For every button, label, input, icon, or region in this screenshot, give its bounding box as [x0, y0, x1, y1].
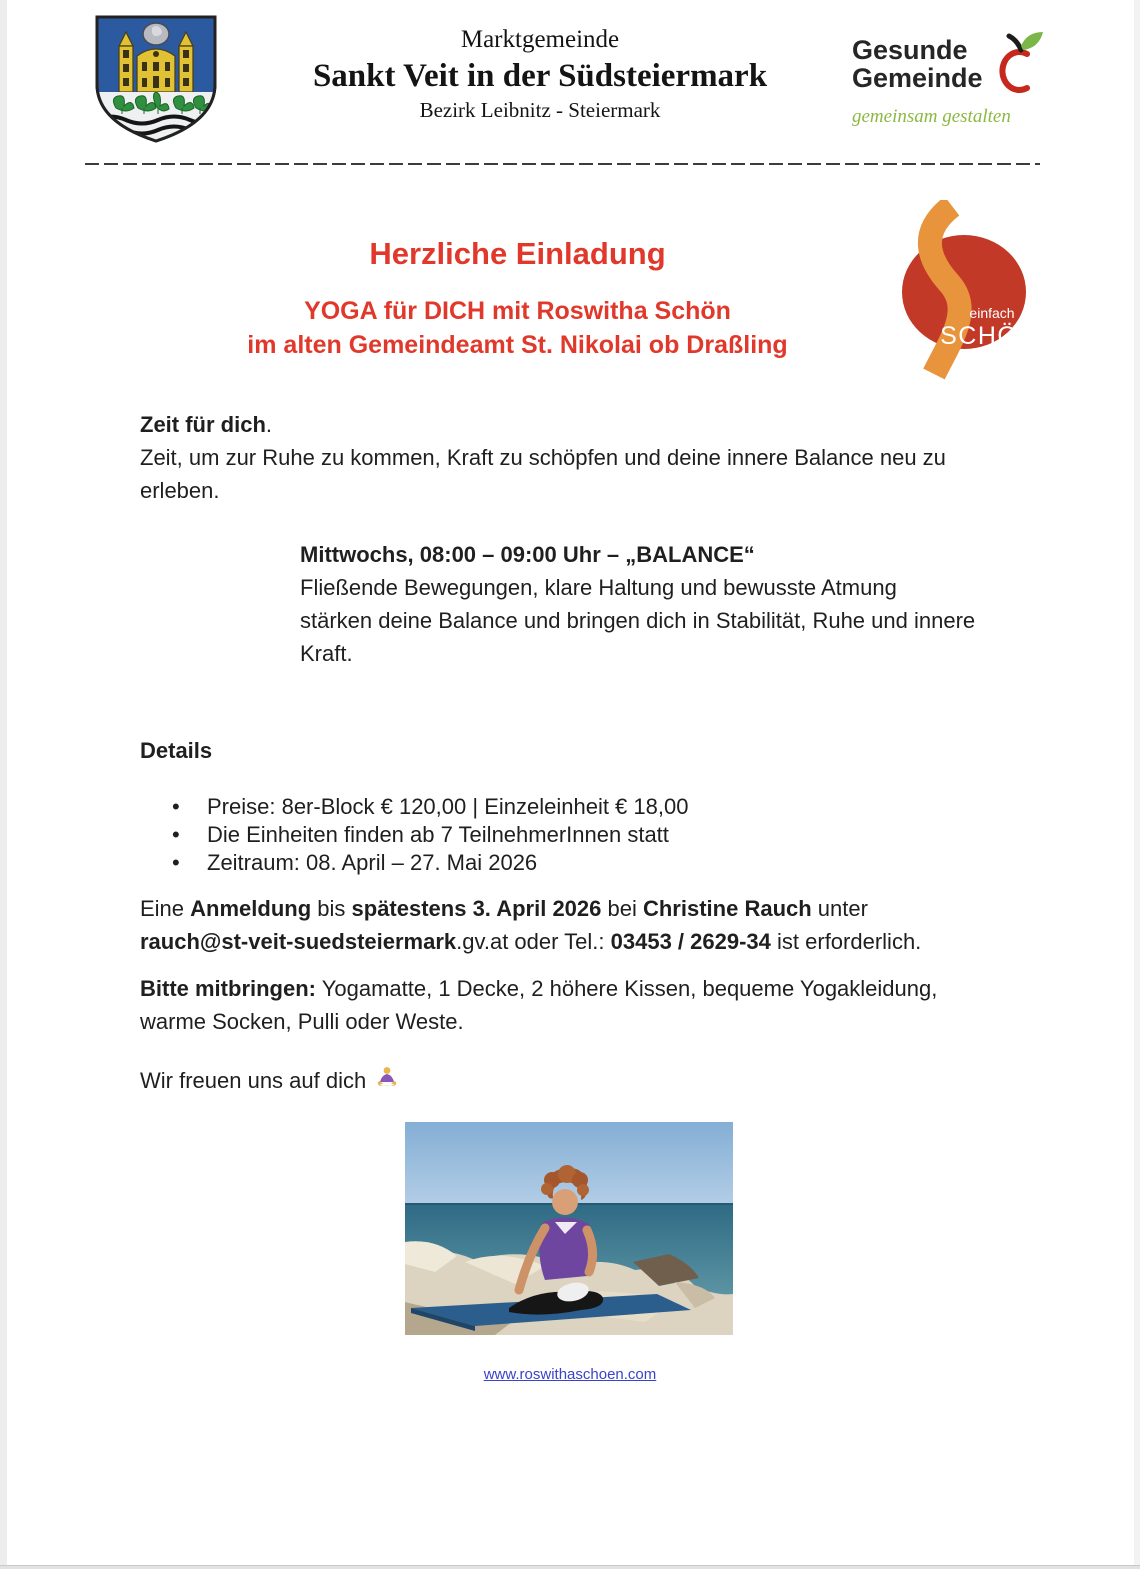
gg-tagline: gemeinsam gestalten — [852, 106, 1011, 127]
reg-text: unter — [811, 896, 868, 921]
reg-text: Eine — [140, 896, 191, 921]
bullet-icon: • — [172, 794, 180, 819]
details-item-participants: Die Einheiten finden ab 7 TeilnehmerInnen statt — [207, 822, 669, 847]
reg-text: bis — [311, 896, 352, 921]
gesunde-gemeinde-logo — [852, 36, 1052, 128]
reg-anmeldung: Anmeldung — [190, 896, 312, 921]
schedule-line2: stärken deine Balance und bringen dich in Stabilität, Ruhe und innere — [300, 608, 976, 633]
viewer-bottom-edge — [0, 1565, 1140, 1569]
closing-line — [140, 1063, 1005, 1098]
reg-text: .gv.at oder Tel.: — [456, 929, 611, 954]
registration-paragraph — [140, 892, 1005, 958]
details-list — [140, 793, 1005, 877]
bring-paragraph — [140, 972, 1005, 1038]
municipality-header — [200, 24, 880, 124]
schedule-line3: Kraft. — [300, 641, 353, 666]
intro-paragraph — [140, 441, 1005, 507]
details-item-period: Zeitraum: 08. April – 27. Mai 2026 — [207, 850, 538, 875]
list-item — [140, 821, 1005, 849]
details-heading: Details — [140, 738, 213, 763]
invitation-subtitle-line2: im alten Gemeindeamt St. Nikolai ob Draßling — [247, 331, 788, 359]
bring-label: Bitte mitbringen: — [140, 976, 316, 1001]
bullet-icon: • — [172, 850, 180, 875]
gg-line1: Gesunde — [852, 35, 968, 65]
intro-heading-text: Zeit für dich — [140, 412, 266, 437]
list-item — [140, 849, 1005, 877]
bullet-icon: • — [172, 822, 180, 847]
header-line-marktgemeinde: Marktgemeinde — [460, 26, 620, 53]
schedule-heading: Mittwochs, 08:00 – 09:00 Uhr – „BALANCE“ — [300, 542, 755, 567]
apple-icon — [987, 30, 1045, 101]
yoga-photo — [405, 1122, 733, 1335]
intro-line2: erleben. — [140, 478, 220, 503]
viewer-right-edge — [1134, 0, 1140, 1569]
reg-contact-name: Christine Rauch — [642, 896, 812, 921]
bring-line2: warme Socken, Pulli oder Weste. — [140, 1009, 464, 1034]
invitation-subtitle-line1: YOGA für DICH mit Roswitha Schön — [304, 297, 731, 325]
bring-line1: Yogamatte, 1 Decke, 2 höhere Kissen, bequeme Yogakleidung, — [316, 976, 938, 1001]
intro-heading — [140, 408, 1005, 441]
reg-deadline: spätestens 3. April 2026 — [351, 896, 602, 921]
lotus-person-icon — [375, 1065, 399, 1098]
list-item — [140, 793, 1005, 821]
invitation-title: Herzliche Einladung — [369, 236, 666, 271]
document-body — [140, 408, 1005, 1098]
details-item-prices: Preise: 8er-Block € 120,00 | Einzeleinheit € 18,00 — [207, 794, 689, 819]
reg-text: bei — [601, 896, 643, 921]
svg-text:einfach: einfach — [969, 305, 1015, 321]
viewer-left-edge — [0, 0, 7, 1569]
reg-email: rauch@st-veit-suedsteiermark — [140, 929, 457, 954]
closing-text: Wir freuen uns auf dich — [140, 1068, 367, 1093]
schedule-line1: Fließende Bewegungen, klare Haltung und bewusste Atmung — [300, 575, 897, 600]
header-line-sankt-veit: Sankt Veit in der Südsteiermark — [312, 58, 768, 94]
header-line-bezirk: Bezirk Leibnitz - Steiermark — [419, 98, 661, 122]
dashed-divider — [85, 163, 1040, 165]
invitation-heading-block — [95, 236, 940, 362]
intro-line1: Zeit, um zur Ruhe zu kommen, Kraft zu schöpfen und deine innere Balance neu zu — [140, 445, 946, 470]
svg-text:SCHÖN: SCHÖN — [940, 322, 1032, 350]
schedule-block — [300, 538, 1005, 670]
gg-line2: Gemeinde — [852, 63, 983, 93]
intro-heading-period: . — [265, 412, 273, 437]
reg-text: ist erforderlich. — [770, 929, 922, 954]
website-link[interactable]: www.roswithaschoen.com — [483, 1366, 657, 1383]
reg-phone: 03453 / 2629-34 — [610, 929, 771, 954]
einfach-schoen-logo — [892, 200, 1032, 385]
